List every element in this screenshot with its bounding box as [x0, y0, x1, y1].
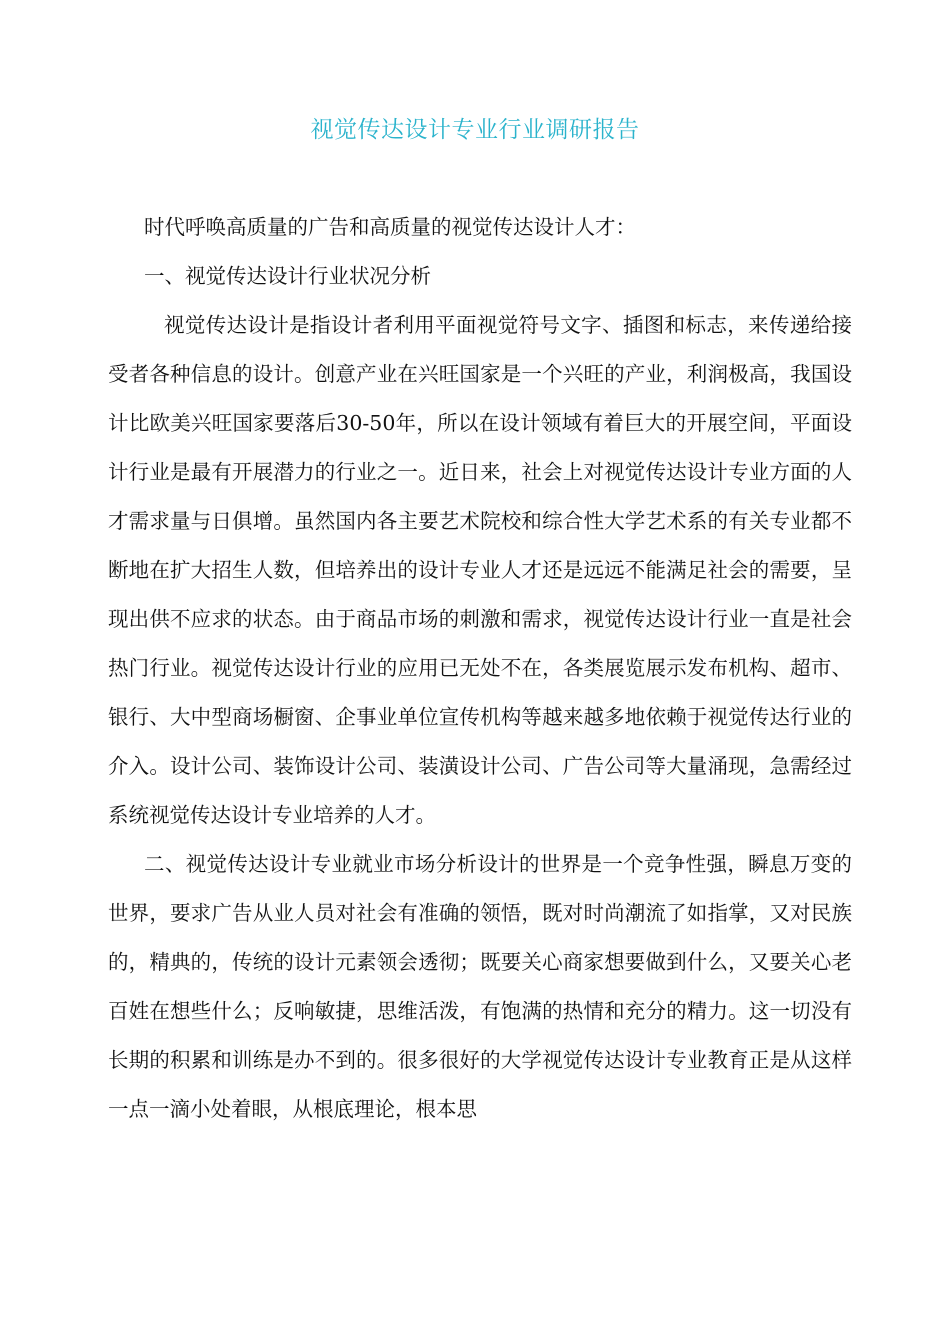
- section-2-paragraph: 二、视觉传达设计专业就业市场分析设计的世界是一个竞争性强，瞬息万变的世界，要求广告从业人员对社会有准确的领悟，既对时尚潮流了如指掌，又对民族的，精典的，传统的设计元素领会透彻；既要关心商家想要做到什么，又要关心老百姓在想些什么；反响敏捷，思维活泼，有饱满的热情和充分的精力。这一切没有长期的积累和训练是办不到的。很多很好的大学视觉传达设计专业教育正是从这样一点一滴小处着眼，从根底理论，根本思: [108, 852, 852, 1121]
- intro-paragraph: 时代呼唤高质量的广告和高质量的视觉传达设计人才：: [144, 215, 636, 239]
- section-1-paragraph: 视觉传达设计是指设计者利用平面视觉符号文字、插图和标志，来传递给接受者各种信息的设计。创意产业在兴旺国家是一个兴旺的产业，利润极高，我国设计比欧美兴旺国家要落后30-50年，所以在设计领域有着巨大的开展空间，平面设计行业是最有开展潜力的行业之一。近日来，社会上对视觉传达设计专业方面的人才需求量与日俱增。虽然国内各主要艺术院校和综合性大学艺术系的有关专业都不断地在扩大招生人数，但培养出的设计专业人才还是远远不能满足社会的需要，呈现出供不应求的状态。由于商品市场的刺激和需求，视觉传达设计行业一直是社会热门行业。视觉传达设计行业的应用已无处不在，各类展览展示发布机构、超市、银行、大中型商场橱窗、企事业单位宣传机构等越来越多地依赖于视觉传达行业的介入。设计公司、装饰设计公司、装潢设计公司、广告公司等大量涌现，急需经过系统视觉传达设计专业培养的人才。: [108, 313, 852, 827]
- document-body: [108, 203, 852, 1134]
- document-title: 视觉传达设计专业行业调研报告: [310, 117, 640, 143]
- section-heading-1: 一、视觉传达设计行业状况分析: [144, 264, 431, 288]
